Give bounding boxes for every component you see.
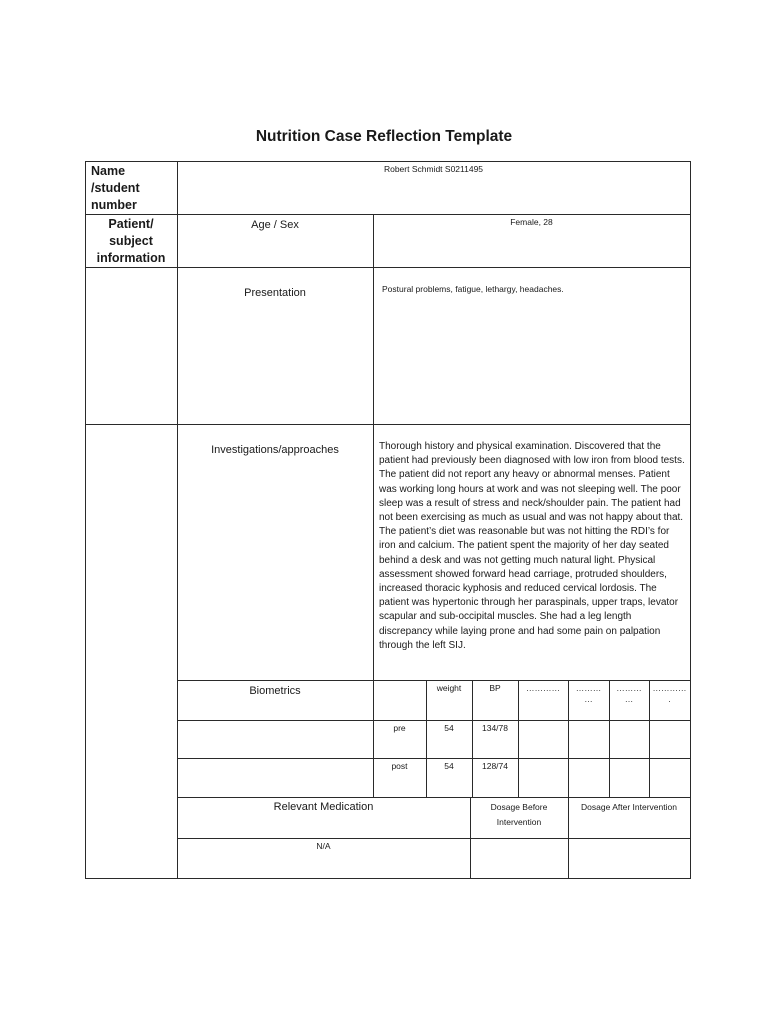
- biometrics-row-pre-bp: 134/78: [482, 723, 508, 733]
- name-label: Name /student number: [91, 164, 140, 212]
- medication-value: N/A: [316, 841, 331, 851]
- age-sex-label: Age / Sex: [251, 219, 299, 231]
- investigations-label: Investigations/approaches: [211, 444, 339, 456]
- dosage-before-label: Dosage Before Intervention: [490, 802, 548, 827]
- biometrics-header-blank-2: ……… …: [575, 683, 602, 704]
- biometrics-row-pre-weight: 54: [444, 723, 454, 733]
- patient-label: Patient/ subject information: [96, 217, 166, 265]
- biometrics-header-bp: BP: [489, 683, 501, 693]
- biometrics-row-post-label: post: [391, 761, 408, 771]
- dosage-after-label: Dosage After Intervention: [581, 802, 677, 812]
- biometrics-header-blank-1: …………: [526, 683, 560, 693]
- presentation-value: Postural problems, fatigue, lethargy, headaches.: [382, 284, 564, 294]
- biometrics-label: Biometrics: [249, 685, 301, 697]
- biometrics-header-blank-4: ………… .: [652, 683, 687, 704]
- biometrics-row-pre-label: pre: [393, 723, 406, 733]
- medication-label: Relevant Medication: [273, 801, 374, 813]
- biometrics-row-post-bp: 128/74: [482, 761, 508, 771]
- name-value: Robert Schmidt S0211495: [383, 164, 484, 174]
- investigations-value: Thorough history and physical examination. Discovered that the patient had previously been diagnosed with low iron from blood tests. The patient did not report any heavy or abnormal menses. Patient was working long hours at work and was not sleeping well. The poor sleep was a result of stress and neck/shoulder pain. The patient had not been exercising as much as usual and was not happy about that. The patient’s diet was reasonable but was not hitting the RDI’s for iron and calcium. The patient spent the majority of her day seated behind a desk and was not getting much natural light. Physical assessment showed forward head carriage, protruded shoulders, increased thoracic kyphosis and reduced cervical lordosis. The patient was hypertonic through her paraspinals, upper traps, levator scapular and sub-occipital muscles. She had a leg length discrepancy while laying prone and had some pain on palpation through the left SIJ.: [379, 441, 685, 651]
- biometrics-header-blank-3: ……… …: [616, 683, 642, 704]
- age-sex-value: Female, 28: [510, 217, 553, 227]
- presentation-label: Presentation: [244, 287, 306, 299]
- page-title: Nutrition Case Reflection Template: [255, 128, 513, 145]
- biometrics-header-weight: weight: [436, 683, 462, 693]
- biometrics-row-post-weight: 54: [444, 761, 454, 771]
